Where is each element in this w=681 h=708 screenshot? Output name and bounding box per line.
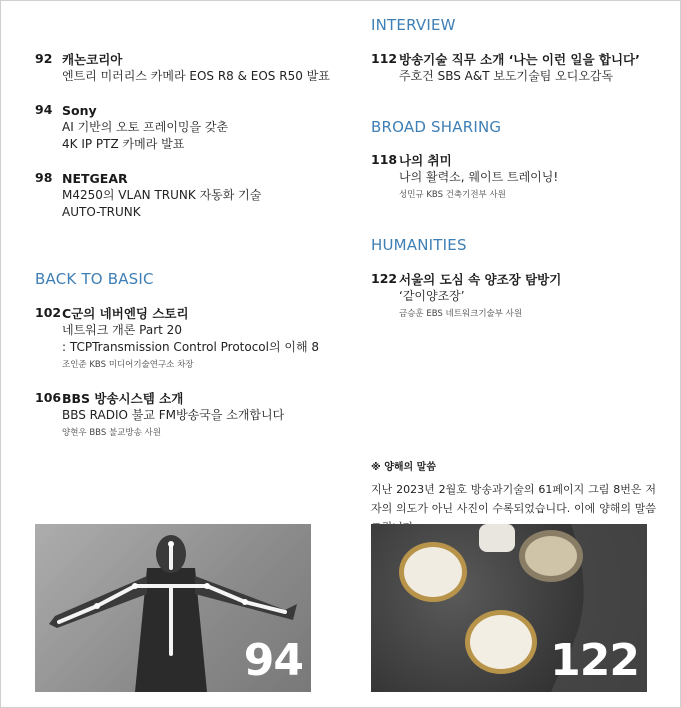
section-heading-humanities: HUMANITIES — [371, 236, 467, 254]
page-number: 122 — [371, 271, 398, 286]
entry-subtitle: BBS RADIO 불교 FM방송국을 소개합니다 — [62, 408, 285, 422]
photo-motion-tracking — [35, 524, 311, 692]
entry-subtitle: 4K IP PTZ 카메라 발표 — [62, 137, 185, 151]
entry-author: 양현우 BBS 불교방송 사원 — [62, 428, 161, 438]
entry-subtitle: 엔트리 미러리스 카메라 EOS R8 & EOS R50 발표 — [62, 69, 330, 83]
section-heading-interview: INTERVIEW — [371, 16, 456, 34]
notice-title: ※ 양해의 말씀 — [371, 462, 436, 473]
entry-author: 성민규 KBS 건축기전부 사원 — [399, 190, 506, 200]
entry-subtitle: AUTO-TRUNK — [62, 205, 141, 219]
entry-subtitle: 네트워크 개론 Part 20 — [62, 323, 182, 337]
entry-title: BBS 방송시스템 소개 — [62, 391, 184, 406]
photo-page-number: 122 — [550, 635, 639, 686]
entry-title: NETGEAR — [62, 171, 128, 186]
page-number: 112 — [371, 51, 398, 66]
entry-subtitle: 나의 활력소, 웨이트 트레이닝! — [399, 170, 559, 184]
section-heading-back-to-basic: BACK TO BASIC — [35, 270, 154, 288]
photo-makgeolli — [371, 524, 647, 692]
entry-subtitle: M4250의 VLAN TRUNK 자동화 기술 — [62, 188, 262, 202]
entry-author: 조인준 KBS 미디어기술연구소 차장 — [62, 360, 194, 370]
page-number: 106 — [35, 390, 62, 405]
entry-author: 금승훈 EBS 네트워크기술부 사원 — [399, 309, 523, 319]
entry-title: Sony — [62, 103, 97, 118]
entry-title: 캐논코리아 — [62, 52, 123, 67]
section-heading-broad-sharing: BROAD SHARING — [371, 118, 502, 136]
page-number: 102 — [35, 305, 62, 320]
notice-text: 지난 2023년 2월호 방송과기술의 61페이지 그림 8번은 저자의 의도가 아닌 사진이 수록되었습니다. 이에 양해의 말씀 — [371, 483, 656, 515]
page-number: 118 — [371, 152, 398, 167]
page-number: 92 — [35, 51, 53, 66]
entry-title: 서울의 도심 속 양조장 탐방기 — [399, 272, 562, 287]
entry-subtitle: ‘같이양조장’ — [399, 289, 465, 303]
entry-subtitle: AI 기반의 오토 프레이밍을 갖춘 — [62, 120, 229, 134]
photo-page-number: 94 — [243, 635, 303, 686]
entry-title: 나의 취미 — [399, 153, 452, 168]
entry-subtitle: : TCPTransmission Control Protocol의 이해 8 — [62, 340, 320, 354]
entry-subtitle: 주호건 SBS A&T 보도기술팀 오디오감독 — [399, 69, 614, 83]
entry-title: C군의 네버엔딩 스토리 — [62, 306, 189, 321]
entry-title: 방송기술 직무 소개 ‘나는 이런 일을 합니다’ — [399, 52, 640, 67]
page-number: 98 — [35, 170, 53, 185]
page-number: 94 — [35, 102, 53, 117]
